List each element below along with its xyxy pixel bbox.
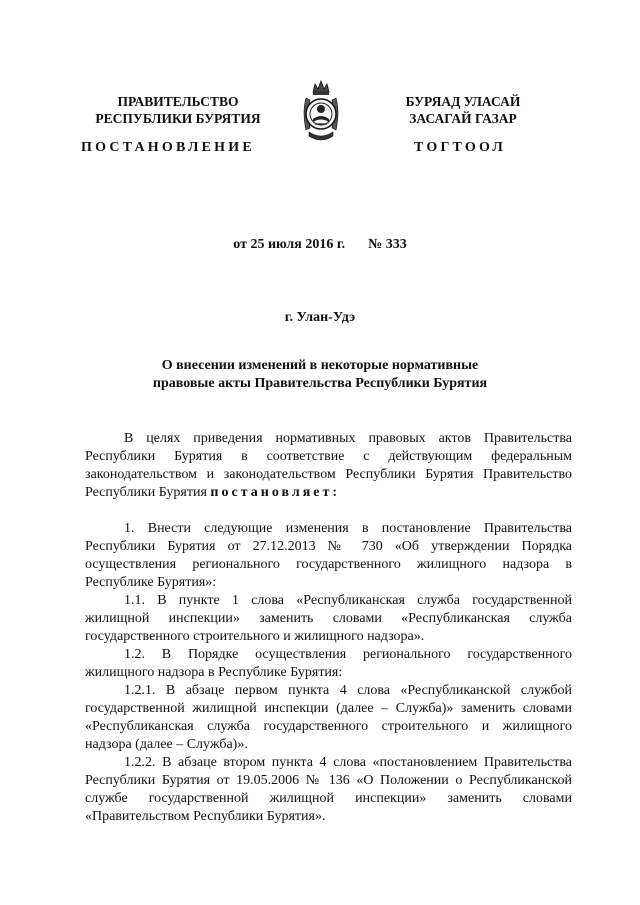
paragraph-1: 1. Внести следующие изменения в постановление Правительства Республики Бурятия от 27.12.2013 № 730 «Об утверждении Порядка осуществления регионального государственного жилищного надзора в Республике Бурятия»: <box>85 521 572 590</box>
header-left <box>78 93 278 127</box>
document-date: от 25 июля 2016 г. <box>233 237 346 252</box>
paragraph-1-2: 1.2. В Порядке осуществления регионального государственного жилищного надзора в Республике Бурятия: <box>85 647 572 680</box>
paragraph-1-2-1: 1.2.1. В абзаце первом пункта 4 слова «Республиканской службой государственной жилищной инспекции (далее – Служба)» заменить словами «Республиканская служба государственного строительного и жилищного надзора (далее – Служба)». <box>85 683 572 752</box>
doc-type-ru: ПОСТАНОВЛЕНИЕ <box>81 140 255 155</box>
doc-type-bur: ТОГТООЛ <box>414 140 507 155</box>
org-name-bur-line2: ЗАСАГАЙ ГАЗАР <box>409 111 517 126</box>
header-right <box>363 93 563 127</box>
document-number: № 333 <box>368 237 407 252</box>
title-line-1: О внесении изменений в некоторые нормативные <box>161 358 479 373</box>
date-number-line <box>0 237 640 253</box>
preamble <box>85 430 572 502</box>
document-body <box>85 430 572 826</box>
org-name-bur-line1: БУРЯАД УЛАСАЙ <box>405 94 521 109</box>
paragraph-1-1: 1.1. В пункте 1 слова «Республиканская служба государственной жилищной инспекции» заменить словами «Республиканская служба государственного строительного и жилищного надзора». <box>85 593 572 644</box>
org-name-ru-line2: РЕСПУБЛИКИ БУРЯТИЯ <box>95 111 261 126</box>
coat-of-arms-emblem <box>300 78 342 148</box>
document-title <box>0 357 640 393</box>
paragraph-1-2-2: 1.2.2. В абзаце втором пункта 4 слова «постановлением Правительства Республики Бурятия от 19.05.2006 № 136 «О Положении о Республиканской службе государственной жилищной инспекции» заменить словами «Правительством Республики Бурятия». <box>85 755 572 824</box>
city: г. Улан-Удэ <box>284 310 356 325</box>
org-name-ru-line1: ПРАВИТЕЛЬСТВО <box>117 94 239 109</box>
title-line-2: правовые акты Правительства Республики Бурятия <box>152 376 488 391</box>
resolves-word: постановляет: <box>210 485 341 500</box>
preamble-text: В целях приведения нормативных правовых актов Правительства Республики Бурятия в соответствие с действующим федеральным законодательством и законодательством Республики Бурятия Правительство Республики Бурятия <box>85 431 572 500</box>
